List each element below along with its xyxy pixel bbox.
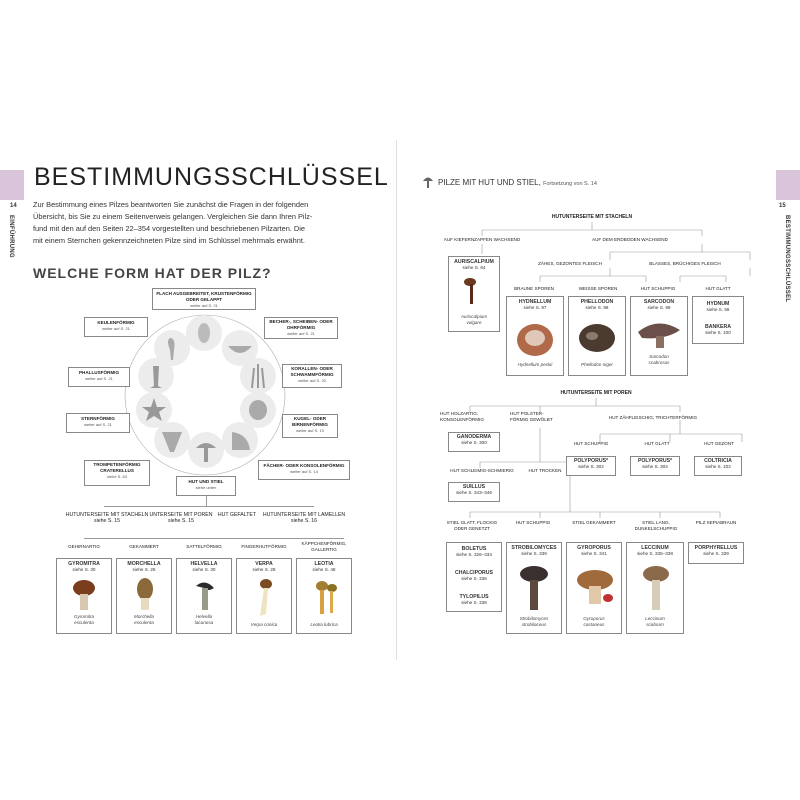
right-page-tab — [776, 170, 800, 200]
sarcodon-label: SARCODON siehe S. 99 — [643, 299, 675, 310]
latin-strobilomyces: Strobilomyces strobilaceus — [519, 616, 549, 627]
stacheln-braun: BRAUNE SPOREN — [514, 286, 554, 291]
branch-stacheln: HUTUNTERSEITE MIT STACHELN siehe S. 15 — [65, 512, 149, 524]
sub-label-1: GEKAMMERT — [129, 544, 159, 549]
left-page-number: 14 — [10, 203, 17, 209]
flat-form-shape — [186, 315, 222, 351]
branch-gefaltet: HUT GEFALTET — [217, 512, 257, 518]
poren-lang: STIEL LANG, DUNKELSCHUPPIG — [634, 520, 678, 531]
helvella-image — [190, 578, 220, 612]
sarcodon-image — [636, 318, 682, 352]
latin-phellodon: Phellodon niger — [581, 362, 613, 367]
latin-helvella: Helvella lacunosa — [194, 614, 214, 625]
cap-stem-form-shape — [188, 432, 224, 468]
section-heading: WELCHE FORM HAT DER PILZ? — [33, 265, 272, 281]
mushroom-icon — [422, 175, 434, 189]
left-side-label: EINFÜHRUNG — [8, 215, 14, 258]
strobilomyces-image — [516, 564, 552, 614]
form-label-ball: KUGEL- ODER BIRNENFÖRMIG weiter auf S. 19 — [292, 416, 328, 433]
page-title: BESTIMMUNGSSCHLÜSSEL — [34, 163, 389, 191]
hydnellum-image — [514, 320, 556, 360]
form-label-fan: FÄCHER- ODER KONSOLENFÖRMIG weiter auf S. 14 — [263, 463, 345, 474]
ganoderma-label: GANODERMA siehe S. 300 — [456, 434, 492, 445]
latin-morchella: Morchella esculenta — [134, 614, 154, 625]
branch-line-v — [206, 496, 207, 506]
latin-gyroporus: Gyroporus castaneus — [583, 616, 605, 627]
sub-branch-h — [84, 538, 344, 539]
form-label-cup: BECHER-, SCHEIBEN- ODER OHRFÖRMIG weiter auf S. 21 — [269, 319, 333, 336]
porphyrellus-label: PORPHYRELLUS siehe S. 339 — [694, 545, 738, 556]
species-verpa: VERPA siehe S. 28 — [252, 561, 276, 572]
leccinum-label: LECCINUM siehe S. 335–338 — [637, 545, 673, 556]
form-label-phallus: PHALLUSFÖRMIG weiter auf S. 21 — [78, 370, 120, 381]
hydnum-label: HYDNUM siehe S. 58 — [706, 301, 730, 312]
sub-label-4: KÄPPCHENFÖRMIG, GALLERTIG — [301, 541, 347, 552]
fan-form-shape — [222, 422, 258, 458]
gyroporus-label: GYROPORUS siehe S. 341 — [577, 545, 611, 556]
form-label-coral: KORALLEN- ODER SCHWAMMFÖRMIG weiter auf S. 20 — [290, 366, 334, 383]
stacheln-weiss: WEISSE SPOREN — [578, 286, 618, 291]
phallus-form-shape — [138, 358, 174, 394]
suillus-label: SUILLUS siehe S. 343–346 — [456, 484, 492, 495]
form-label-club: KEULENFÖRMIG weiter auf S. 21 — [97, 320, 135, 331]
phellodon-image — [576, 320, 618, 360]
poren-holzartig: HUT HOLZARTIG, KONSOLENFÖRMIG — [440, 411, 484, 422]
poren-schleimig: HUT SCHLEIMIG-SCHMIERIG — [450, 468, 514, 473]
latin-auriscalpium: Auriscalpium vulgare — [460, 314, 488, 325]
latin-sarcodon: Sarcodon scabrosus — [648, 354, 670, 365]
right-side-label: BESTIMMUNGSSCHLÜSSEL — [784, 215, 790, 303]
boletus-label: BOLETUS siehe S. 326–334 — [456, 546, 492, 557]
sub-label-2: SATTELFÖRMIG — [186, 544, 222, 549]
intro-text: Zur Bestimmung eines Pilzes beantworten Sie zunächst die Fragen in der folgenden Übersicht, bis Sie zu einem Seitenverweis gelangen. Vergleichen Sie dann Ihren Pilz- fund mit den auf den Seiten 22–354 vorgestellten und beschriebenen Pilzarten. Die mit einem Sternchen gekennzeichneten Pilze sind im Schlüssel mehrmals erwähnt. — [33, 200, 313, 245]
stacheln-zaeh: ZÄHES, GEZONTES FLEISCH — [538, 261, 602, 266]
leccinum-image — [638, 564, 674, 614]
leotia-image — [310, 578, 342, 618]
sub-label-3: FINGERHUTFÖRMIG — [241, 544, 287, 549]
bankera-label: BANKERA siehe S. 100 — [705, 324, 731, 335]
sub-label-0: GEHIRNARTIG — [68, 544, 100, 549]
species-leotia: LEOTIA siehe S. 48 — [312, 561, 336, 572]
branch-line-h — [104, 506, 314, 507]
form-label-trumpet: TROMPETENFÖRMIG CRATERELLUS siehe S. 63 — [93, 462, 141, 479]
gyroporus-image — [574, 568, 616, 608]
poren-stiel-glatt: STIEL GLATT, FLOCKIG ODER GENETZT — [446, 520, 498, 531]
poren-schuppig: HUT SCHUPPIG — [573, 441, 609, 446]
branch-poren: UNTERSEITE MIT POREN siehe S. 15 — [149, 512, 213, 524]
chalciporus-label: CHALCIPORUS siehe S. 336 — [454, 570, 494, 581]
trumpet-form-shape — [154, 422, 190, 458]
poren-trocken: HUT TROCKEN — [528, 468, 562, 473]
species-gyromitra: GYROMITRA siehe S. 30 — [68, 561, 100, 572]
species-helvella: HELVELLA siehe S. 30 — [190, 561, 218, 572]
spine — [396, 140, 397, 660]
auriscalpium-label: AURISCALPIUM siehe S. 64 — [454, 259, 494, 270]
species-morchella: MORCHELLA siehe S. 26 — [127, 561, 161, 572]
poren-gekammert: STIEL GEKAMMERT — [572, 520, 616, 525]
poren-glatt: HUT GLATT — [644, 441, 670, 446]
morchella-image — [130, 578, 160, 612]
poren-hut-schuppig: HUT SCHUPPIG — [515, 520, 551, 525]
poren-zaeh: HUT ZÄHFLEISCHIG, TRICHTERFÖRMIG — [608, 415, 698, 420]
left-page-tab — [0, 170, 24, 200]
right-page-number: 15 — [779, 203, 786, 209]
form-label-flat: FLACH AUSGEBREITET, KRUSTENFÖRMIG ODER GELAPPT weiter auf S. 21 — [156, 291, 252, 308]
polyporus1-label: POLYPORUS* siehe S. 302 — [573, 458, 609, 469]
form-label-cap-stem: HUT UND STIEL siehe unten — [188, 479, 224, 490]
poren-sepia: PILZ SEPIABRAUN — [695, 520, 737, 525]
tylopilus-label: TYLOPILUS siehe S. 338 — [459, 594, 489, 605]
stacheln-schuppig: HUT SCHUPPIG — [640, 286, 676, 291]
verpa-image — [250, 578, 280, 618]
stacheln-blass: BLASSES, BRÜCHIGES FLEISCH — [649, 261, 721, 266]
branch-lamellen: HUTUNTERSEITE MIT LAMELLEN siehe S. 16 — [262, 512, 346, 524]
poren-polster: HUT POLSTER-FÖRMIG GEWÖLBT — [510, 411, 553, 422]
gyromitra-image — [68, 578, 100, 612]
stacheln-erdboden: AUF DEM ERDBODEN WACHSEND — [592, 237, 668, 242]
stacheln-kiefer: AUF KIEFERNZAPFEN WACHSEND — [443, 237, 521, 242]
form-label-star: STERNFÖRMIG weiter auf S. 21 — [81, 416, 115, 427]
auriscalpium-image — [460, 276, 488, 306]
stacheln-glatt: HUT GLATT — [705, 286, 731, 291]
poren-gezont: HUT GEZONT — [704, 441, 734, 446]
coral-form-shape — [240, 358, 276, 394]
latin-hydnellum: Hydnellum peckii — [517, 362, 553, 367]
stacheln-root: HUTUNTERSEITE MIT STACHELN — [551, 214, 633, 220]
right-header: PILZE MIT HUT UND STIEL, Fortsetzung von S. 14 — [438, 178, 597, 187]
polyporus2-label: POLYPORUS* siehe S. 304 — [637, 458, 673, 469]
poren-root: HUTUNTERSEITE MIT POREN — [560, 390, 632, 396]
latin-gyromitra: Gyromitra esculenta — [73, 614, 95, 625]
strobilomyces-label: STROBILOMYCES siehe S. 339 — [511, 545, 557, 556]
hydnellum-label: HYDNELLUM siehe S. 97 — [518, 299, 552, 310]
phellodon-label: PHELLODON siehe S. 98 — [580, 299, 614, 310]
latin-leccinum: Leccinum scabrum — [645, 616, 665, 627]
coltricia-label: COLTRICIA siehe S. 102 — [704, 458, 732, 469]
latin-verpa: Verpa conica — [250, 622, 278, 627]
latin-leotia: Leotia lubrica — [310, 622, 338, 627]
